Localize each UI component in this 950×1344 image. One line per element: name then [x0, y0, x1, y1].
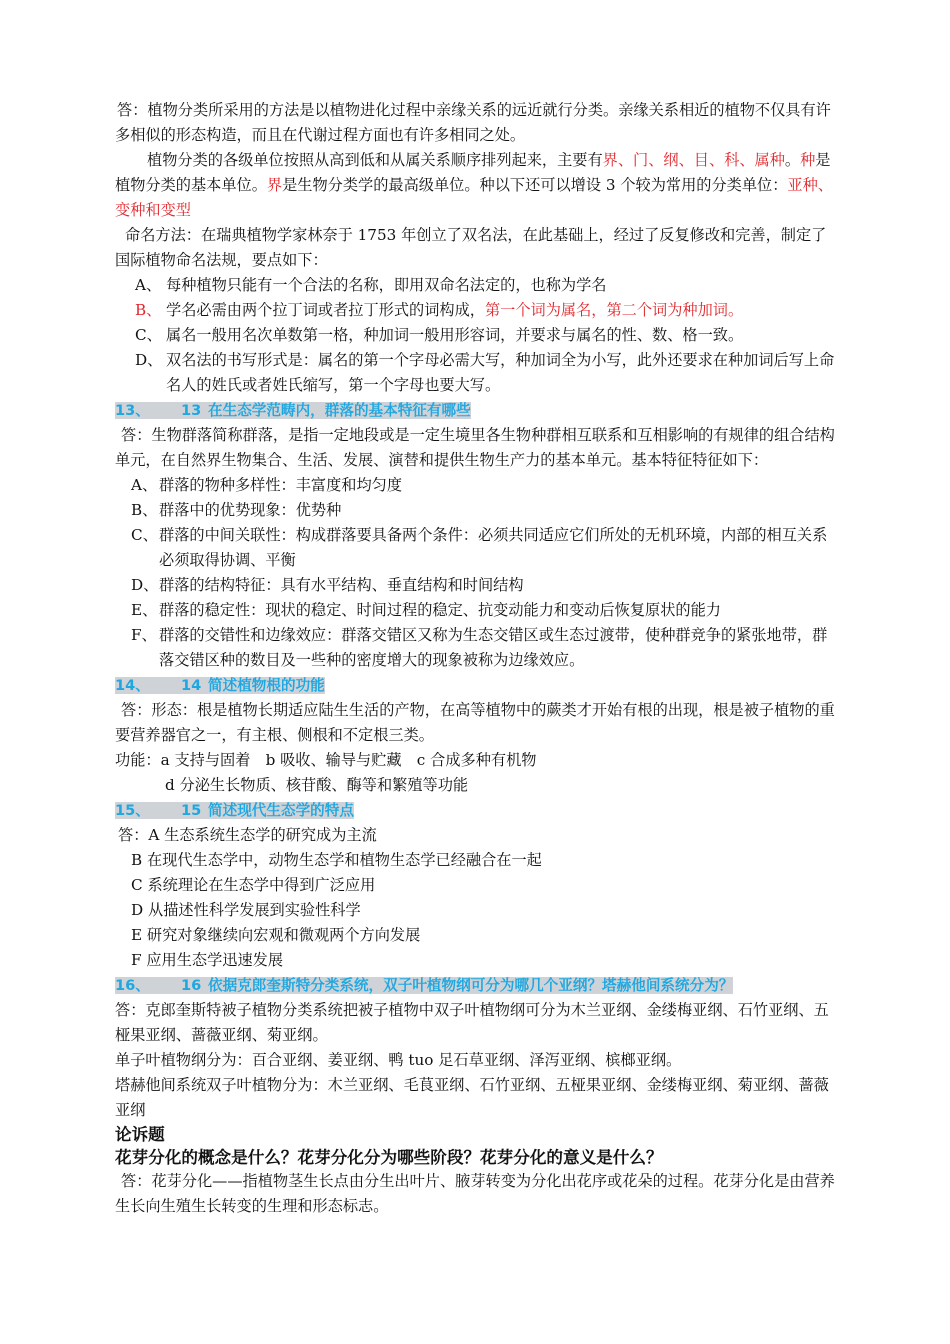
- answer-15-first: 答：A 生态系统生态学的研究成为主流: [118, 826, 377, 844]
- list-item: D、 双名法的书写形式是：属名的第一个字母必需大写，种加词全为小写，此外还要求在种加词后写上命名人的姓氏或者姓氏缩写，第一个字母也要大写。: [135, 351, 835, 394]
- document-page: [115, 98, 837, 1219]
- function-line-2: d 分泌生长物质、核苷酸、酶等和繁殖等功能: [165, 776, 469, 794]
- intro-units-paragraph: 植物分类的各级单位按照从高到低和从属关系顺序排列起来，主要有界、门、纲、目、科、属种。种是植物分类的基本单位。界是生物分类学的最高级单位。种以下还可以增设 3 个较为常用的分类单位：亚种、变种和变型: [115, 151, 833, 219]
- answer-16: 答：克郎奎斯特被子植物分类系统把被子植物中双子叶植物纲可分为木兰亚纲、金缕梅亚纲、石竹亚纲、五桠果亚纲、蔷薇亚纲、菊亚纲。: [115, 1001, 829, 1044]
- list-item: A、 每种植物只能有一个合法的名称，即用双命名法定的，也称为学名: [135, 276, 607, 294]
- question-heading-16: 16、 16 依据克郎奎斯特分类系统，双子叶植物纲可分为哪几个亚纲？塔赫他间系统分为？: [115, 977, 734, 994]
- essay-question: 花芽分化的概念是什么？花芽分化分为哪些阶段？花芽分化的意义是什么？: [115, 1147, 663, 1167]
- list-item: B 在现代生态学中，动物生态学和植物生态学已经融合在一起: [131, 851, 542, 869]
- essay-answer: 答：花芽分化——指植物茎生长点由分生出叶片、腋芽转变为分化出花序或花朵的过程。花芽分化是由营养生长向生殖生长转变的生理和形态标志。: [115, 1172, 835, 1215]
- list-item: D、 群落的结构特征：具有水平结构、垂直结构和时间结构: [131, 576, 524, 594]
- list-item: B、 群落中的优势现象：优势种: [131, 501, 342, 519]
- list-item: F、 群落的交错性和边缘效应：群落交错区又称为生态交错区或生态过渡带，使种群竞争的紧张地带，群落交错区种的数目及一些种的密度增大的现象被称为边缘效应。: [131, 626, 828, 669]
- question-heading-15: 15、 15 简述现代生态学的特点: [115, 802, 354, 819]
- red-highlight-ranks: 界、门、纲、目、科、属种: [602, 151, 785, 169]
- list-item: C、 群落的中间关联性：构成群落要具备两个条件：必须共同适应它们所处的无机环境，内部的相互关系必须取得协调、平衡: [131, 526, 828, 569]
- red-highlight-species: 种: [800, 151, 816, 169]
- question-heading-13: 13、 13 在生态学范畴内，群落的基本特征有哪些: [115, 402, 471, 419]
- list-item: E 研究对象继续向宏观和微观两个方向发展: [131, 926, 421, 944]
- monocot-paragraph: 单子叶植物纲分为：百合亚纲、姜亚纲、鸭 tuo 足石草亚纲、泽泻亚纲、槟榔亚纲。: [115, 1051, 682, 1069]
- list-item: F 应用生态学迅速发展: [131, 951, 284, 969]
- list-item: E、 群落的稳定性：现状的稳定、时间过程的稳定、抗变动能力和变动后恢复原状的能力: [131, 601, 721, 619]
- list-item: C 系统理论在生态学中得到广泛应用: [131, 876, 376, 894]
- list-item: C、 属名一般用名次单数第一格，种加词一般用形容词，并要求与属名的性、数、格一致。: [135, 326, 744, 344]
- answer-14: 答：形态：根是植物长期适应陆生生活的产物，在高等植物中的蕨类才开始有根的出现，根是被子植物的重要营养器官之一，有主根、侧根和不定根三类。: [115, 701, 835, 744]
- question-heading-14: 14、 14 简述植物根的功能: [115, 677, 325, 694]
- intro-answer: 答：植物分类所采用的方法是以植物进化过程中亲缘关系的远近就行分类。亲缘关系相近的植物不仅具有许多相似的形态构造，而且在代谢过程方面也有许多相同之处。: [115, 101, 831, 144]
- list-item: A、 群落的物种多样性：丰富度和均匀度: [131, 476, 402, 494]
- naming-method-paragraph: 命名方法：在瑞典植物学家林奈于 1753 年创立了双名法，在此基础上，经过了反复修改和完善，制定了国际植物命名法规，要点如下：: [115, 226, 827, 269]
- essay-heading: 论诉题: [115, 1124, 165, 1144]
- list-item: D 从描述性科学发展到实验性科学: [131, 901, 361, 919]
- answer-13: 答：生物群落简称群落，是指一定地段或是一定生境里各生物种群相互联系和互相影响的有规律的组合结构单元，在自然界生物集合、生活、发展、演替和提供生物生产力的基本单元。基本特征特征如下：: [115, 426, 835, 469]
- function-line-1: 功能：a 支持与固着 b 吸收、输导与贮藏 c 合成多种有机物: [115, 751, 537, 769]
- red-highlight-subunits: 亚种、变种和变型: [115, 176, 833, 219]
- red-highlight-kingdom: 界: [266, 176, 283, 194]
- list-item: B、 学名必需由两个拉丁词或者拉丁形式的词构成，第一个词为属名，第二个词为种加词。: [135, 301, 744, 319]
- takhtajan-paragraph: 塔赫他间系统双子叶植物分为：木兰亚纲、毛茛亚纲、石竹亚纲、五桠果亚纲、金缕梅亚纲、菊亚纲、蔷薇亚纲: [115, 1076, 829, 1119]
